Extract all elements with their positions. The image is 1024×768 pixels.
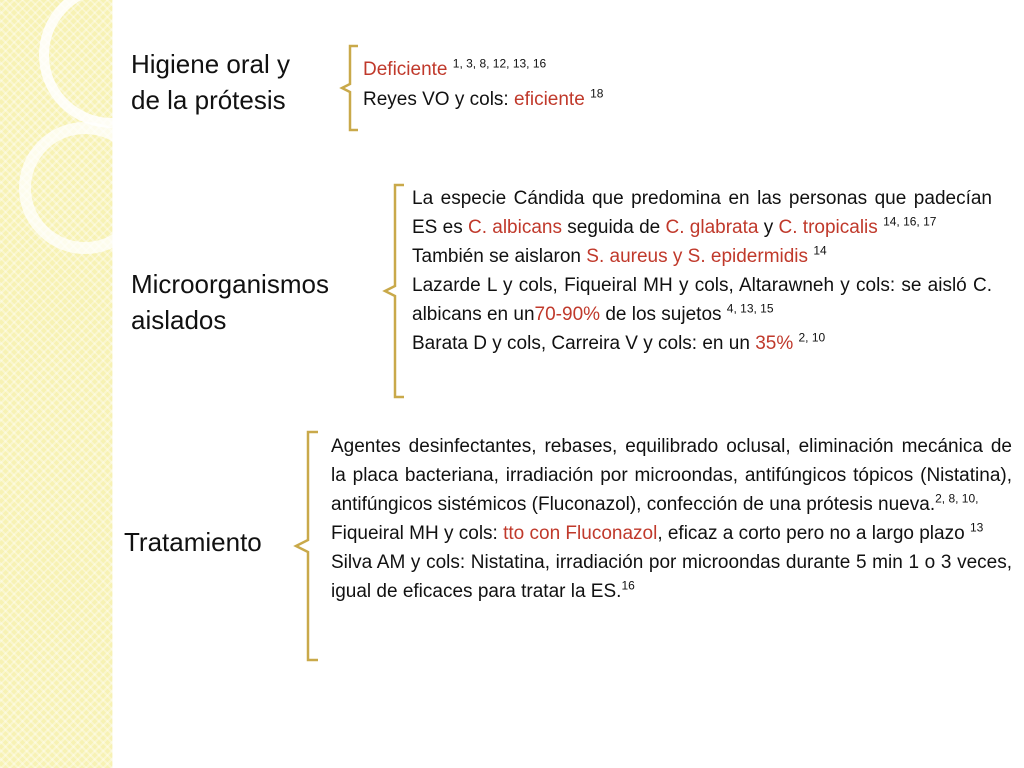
highlighted-text: C. tropicalis — [778, 217, 878, 238]
citation-superscript: 2, 8, 10, — [935, 491, 979, 506]
citation-superscript: 14, 16, 17 — [883, 214, 937, 229]
decorative-rings-icon — [0, 0, 113, 768]
content-line — [363, 85, 683, 115]
highlighted-text: 70-90% — [534, 304, 601, 325]
citation-superscript: 16 — [621, 578, 635, 593]
section-heading-higiene — [131, 46, 341, 118]
content-block-microorganismos — [412, 184, 992, 358]
content-line — [412, 271, 992, 329]
body-text: Agentes desinfectantes, rebases, equilibrado oclusal, eliminación mecánica de la placa bacteriana, irradiación por microondas, antifúngicos tópicos (Nistatina), antifúngicos sistémicos (Fluconazol), confección de una prótesis nueva. — [331, 436, 1012, 515]
highlighted-text: Deficiente — [363, 59, 448, 80]
body-text: de los sujetos — [600, 304, 727, 325]
highlighted-text: C. albicans — [467, 217, 562, 238]
body-text: Fiqueiral MH y cols: — [331, 523, 504, 544]
body-text: seguida de — [561, 217, 666, 238]
citation-superscript: 2, 10 — [798, 330, 826, 345]
content-block-higiene — [363, 55, 683, 115]
citation-superscript: 18 — [590, 86, 604, 101]
highlighted-text: C. glabrata — [665, 217, 759, 238]
body-text: Lazarde L y cols, Fiqueiral MH y cols, Altarawneh y cols: se aisló C. albicans en un — [412, 275, 992, 325]
content-line — [331, 432, 1012, 519]
content-line — [412, 329, 992, 358]
heading-line: de la prótesis — [131, 85, 286, 115]
body-text: Barata D y cols, Carreira V y cols: en un — [412, 333, 756, 354]
content-line — [331, 519, 1012, 548]
body-text: Reyes VO y cols: — [363, 89, 514, 110]
citation-superscript: 4, 13, 15 — [726, 301, 774, 316]
heading-line: Higiene oral y — [131, 49, 290, 79]
decorative-side-band — [0, 0, 113, 768]
section-heading-microorganismos — [131, 266, 381, 338]
heading-line: Microorganismos — [131, 269, 329, 299]
heading-line: Tratamiento — [124, 527, 262, 557]
body-text: y — [758, 217, 779, 238]
curly-brace-icon — [380, 183, 406, 399]
content-line — [412, 242, 992, 271]
content-line — [412, 184, 992, 242]
body-text: También se aislaron — [412, 246, 587, 267]
citation-superscript: 14 — [813, 243, 827, 258]
content-line — [363, 55, 683, 85]
curly-brace-icon — [290, 430, 320, 662]
highlighted-text: 35% — [755, 333, 794, 354]
curly-brace-icon — [338, 44, 360, 132]
section-heading-tratamiento — [124, 524, 294, 560]
citation-superscript: 1, 3, 8, 12, 13, 16 — [452, 56, 547, 71]
highlighted-text: eficiente — [514, 89, 585, 110]
highlighted-text: S. aureus y S. epidermidis — [586, 246, 809, 267]
heading-line: aislados — [131, 305, 227, 335]
highlighted-text: tto con Fluconazol — [503, 523, 658, 544]
content-block-tratamiento — [331, 432, 1012, 606]
body-text: , eficaz a corto pero no a largo plazo — [657, 523, 970, 544]
content-line — [331, 548, 1012, 606]
citation-superscript: 13 — [969, 520, 984, 535]
body-text: Silva AM y cols: Nistatina, irradiación por microondas durante 5 min 1 o 3 veces, igual de eficaces para tratar la ES. — [331, 552, 1012, 602]
body-text: La especie Cándida que predomina en las personas que padecían ES es — [412, 188, 992, 238]
